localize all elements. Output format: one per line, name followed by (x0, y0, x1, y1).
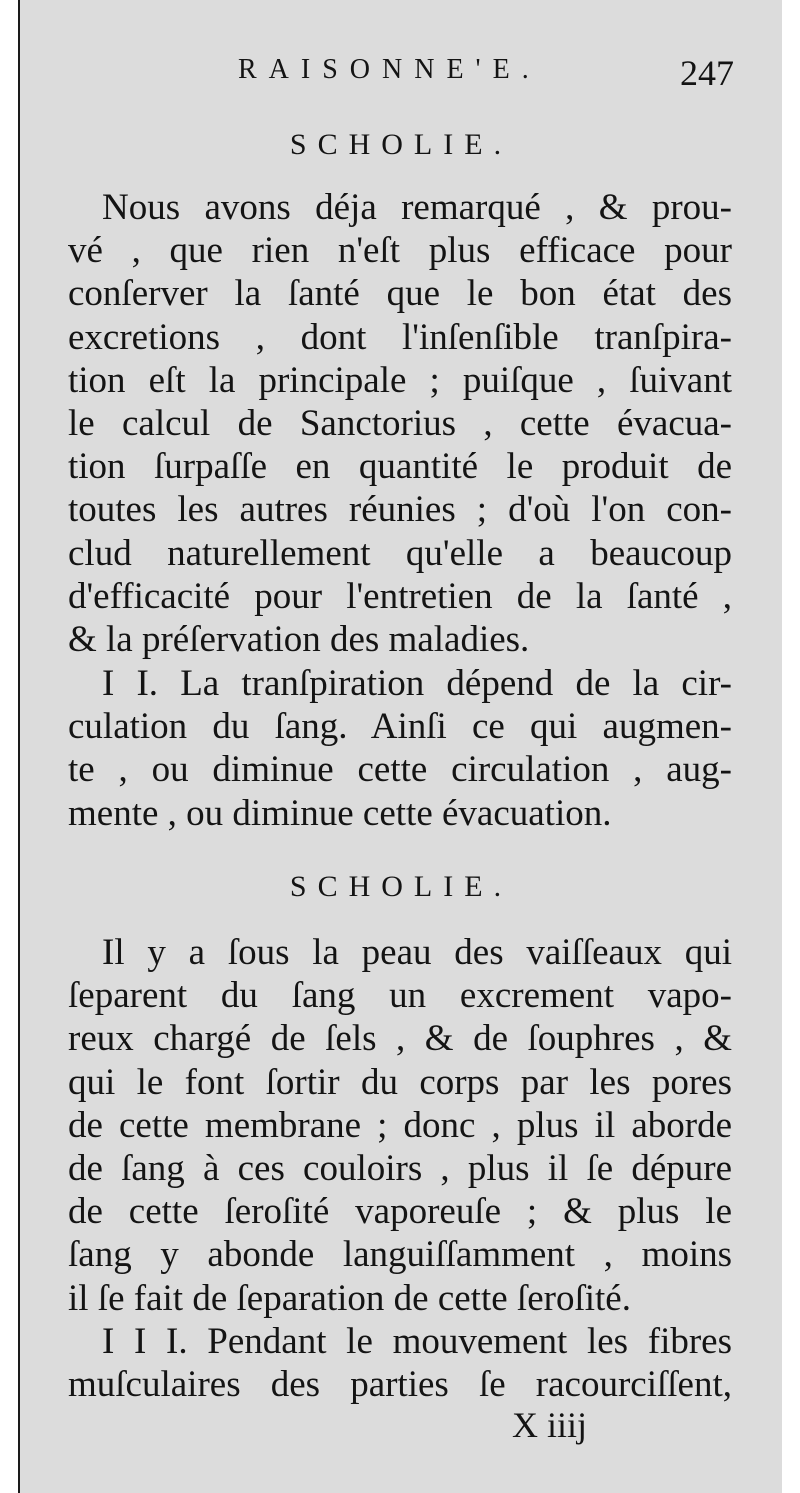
text-line: tion eſt la principale ; puiſque , ſuivant (68, 359, 732, 401)
text-line: clud naturellement qu'elle a beaucoup (68, 532, 732, 574)
page-header (20, 52, 782, 100)
text-line: Nous avons déja remarqué , & prou- (102, 187, 732, 228)
text-line: I I. La tranſpiration dépend de la cir- (102, 663, 732, 704)
text-line: le calcul de Sanctorius , cette évacua- (68, 403, 732, 445)
section-heading: SCHOLIE. (289, 870, 513, 903)
text-line: il ſe fait de ſeparation de cette ſeroſité. (68, 1277, 631, 1319)
text-line: mente , ou diminue cette évacuation. (68, 792, 612, 834)
text-line: toutes les autres réunies ; d'où l'on con- (68, 489, 732, 531)
text-line: I I I. Pendant le mouvement les fibres (102, 1321, 732, 1362)
text-line: Il y a ſous la peau des vaiſſeaux qui (102, 932, 732, 973)
text-line: excretions , dont l'inſenſible tranſpira- (68, 316, 732, 358)
text-line: de cette ſeroſité vaporeuſe ; & plus le (68, 1191, 732, 1233)
paragraph-scholie-2 (68, 931, 732, 1320)
book-page (18, 0, 782, 1493)
signature-mark: X iiij (512, 1405, 588, 1445)
text-line: & la préſervation des maladies. (68, 619, 530, 661)
text-line: ſeparent du ſang un excrement vapo- (68, 975, 732, 1017)
text-line: de cette membrane ; donc , plus il aborde (68, 1104, 732, 1146)
text-line: tion ſurpaſſe en quantité le produit de (68, 446, 732, 488)
paragraph-scholie-1 (68, 186, 732, 661)
text-line: d'efficacité pour l'entretien de la ſanté , (68, 575, 732, 617)
text-line: culation du ſang. Ainſi ce qui augmen- (68, 706, 732, 748)
paragraph-article-2 (68, 662, 732, 835)
section-heading: SCHOLIE. (289, 128, 513, 161)
text-line: conſerver la ſanté que le bon état des (68, 273, 732, 315)
paragraph-article-3 (68, 1320, 732, 1406)
text-line: de ſang à ces couloirs , plus il ſe dépure (68, 1148, 732, 1190)
text-line: muſculaires des parties ſe racourciſſent, (68, 1364, 732, 1406)
text-line: qui le font ſortir du corps par les pores (68, 1061, 732, 1103)
text-line: reux chargé de ſels , & de ſouphres , & (68, 1018, 732, 1060)
page-number: 247 (680, 53, 734, 93)
text-line: vé , que rien n'eſt plus efficace pour (68, 230, 732, 272)
running-head: RAISONNE'E. (238, 54, 541, 85)
text-line: te , ou diminue cette circulation , aug- (68, 749, 732, 791)
text-line: ſang y abonde languiſſamment , moins (68, 1234, 732, 1276)
